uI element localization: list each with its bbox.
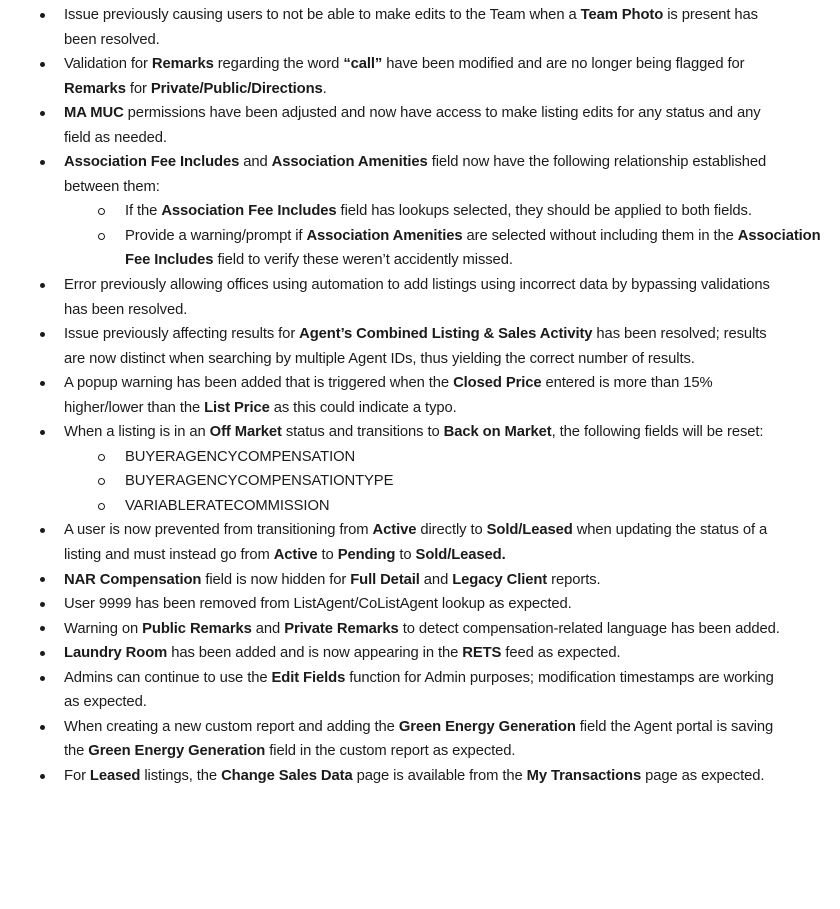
bullet-icon [40, 617, 64, 642]
list-item-text [125, 445, 840, 470]
bold-text-run: Private Remarks [284, 620, 399, 637]
list-item [0, 617, 840, 642]
text-run: VARIABLERATECOMMISSION [125, 497, 330, 514]
bold-text-run: Back on Market [443, 424, 552, 441]
list-item-text [64, 666, 786, 715]
bold-text-run: My Transactions [526, 767, 642, 784]
text-run: BUYERAGENCYCOMPENSATIONTYPE [125, 473, 394, 490]
filled-dot-shape [40, 430, 45, 435]
bold-text-run: List Price [204, 399, 270, 416]
text-run: status and transitions to [281, 424, 444, 441]
circle-bullet-icon [98, 445, 125, 470]
text-run: Issue previously affecting results for [64, 326, 300, 343]
filled-dot-shape [40, 111, 45, 116]
text-run: field is now hidden for [201, 571, 351, 588]
list-item-text [64, 101, 786, 150]
bullet-icon [40, 52, 64, 77]
filled-dot-shape [40, 332, 45, 337]
open-circle-shape [98, 503, 105, 510]
text-run: Error previously allowing offices using automation to add listings using incorrect data by bypassing validations has been resolved. [64, 277, 770, 318]
open-circle-shape [98, 208, 105, 215]
bold-text-run: Closed Price [453, 375, 542, 392]
filled-dot-shape [40, 725, 45, 730]
filled-dot-shape [40, 283, 45, 288]
list-item-text [125, 469, 840, 494]
bullet-icon [40, 592, 64, 617]
text-run: function for Admin purposes; modification timestamps are working as expected. [64, 669, 774, 711]
text-run: listings, the [140, 767, 222, 784]
list-item [0, 3, 840, 52]
bold-text-run: Laundry Room [64, 645, 168, 662]
text-run: field the Agent portal is saving the [64, 718, 774, 760]
text-run: to [317, 547, 338, 564]
text-run: entered is more than 15% higher/lower than the [64, 375, 713, 416]
bullet-icon [40, 101, 64, 126]
text-run: field in the custom report as expected. [265, 743, 516, 760]
bullet-icon [40, 641, 64, 666]
bold-text-run: MA MUC [64, 105, 124, 122]
list-item-text [64, 617, 786, 642]
sub-list-item [0, 445, 840, 470]
list-item [0, 715, 840, 764]
bold-text-run: RETS [462, 645, 502, 662]
bold-text-run: Association Fee Includes [125, 227, 821, 269]
text-run: regarding the word [213, 56, 344, 73]
bold-text-run: Green Energy Generation [398, 718, 576, 735]
filled-dot-shape [40, 626, 45, 631]
text-run: to [395, 547, 416, 564]
bold-text-run: Association Fee Includes [161, 203, 337, 220]
list-item [0, 641, 840, 666]
open-circle-shape [98, 478, 105, 485]
sub-list-item [0, 224, 840, 273]
list-item-text [64, 518, 786, 567]
bullet-icon [40, 420, 64, 445]
text-run: , the following fields will be reset: [551, 424, 764, 441]
filled-dot-shape [40, 160, 45, 165]
list-item-text [64, 568, 786, 593]
document-page [0, 3, 840, 789]
bold-text-run: Public Remarks [142, 620, 252, 637]
sub-list-item [0, 469, 840, 494]
list-item-text [125, 494, 840, 519]
text-run: User 9999 has been removed from ListAgent/CoListAgent lookup as expected. [64, 596, 572, 613]
text-run: and [239, 154, 272, 171]
bold-text-run: Legacy Client [452, 571, 548, 588]
list-item [0, 371, 840, 420]
bold-text-run: NAR Compensation [64, 571, 202, 588]
list-item [0, 666, 840, 715]
text-run: and [419, 571, 453, 588]
text-run: feed as expected. [501, 645, 621, 662]
bold-text-run: Remarks [151, 56, 214, 73]
bold-text-run: Association Amenities [271, 154, 428, 171]
bold-text-run: Pending [337, 547, 396, 564]
text-run: . [322, 80, 327, 97]
bold-text-run: Team Photo [580, 7, 664, 23]
list-item-text [64, 52, 786, 101]
circle-bullet-icon [98, 199, 125, 224]
bullet-list [0, 3, 840, 789]
text-run: field to verify these weren’t accidently missed. [213, 252, 513, 269]
bullet-icon [40, 273, 64, 298]
circle-bullet-icon [98, 469, 125, 494]
bold-text-run: Active [372, 522, 417, 539]
bold-text-run: Green Energy Generation [88, 743, 266, 760]
filled-dot-shape [40, 577, 45, 582]
text-run: A user is now prevented from transitioning from [64, 522, 373, 539]
list-item-text [64, 764, 786, 789]
text-run: Provide a warning/prompt if [125, 227, 307, 244]
bold-text-run: Association Amenities [306, 227, 463, 244]
bullet-icon [40, 764, 64, 789]
bold-text-run: Off Market [209, 424, 282, 441]
text-run: A popup warning has been added that is triggered when the [64, 375, 454, 392]
list-item [0, 592, 840, 617]
text-run: are selected without including them in the [462, 227, 738, 244]
list-item [0, 322, 840, 371]
text-run: If the [125, 203, 162, 220]
circle-bullet-icon [98, 224, 125, 249]
bullet-icon [40, 3, 64, 28]
list-item-text [64, 592, 786, 617]
text-run: permissions have been adjusted and now have access to make listing edits for any status and any field as needed. [64, 105, 761, 146]
bullet-icon [40, 568, 64, 593]
text-run: to detect compensation-related language has been added. [398, 620, 780, 637]
list-item-text [64, 371, 786, 420]
list-item-text [64, 715, 786, 764]
filled-dot-shape [40, 13, 45, 18]
list-item [0, 101, 840, 150]
text-run: directly to [416, 522, 487, 539]
bold-text-run: Change Sales Data [221, 767, 353, 784]
list-item-text [64, 641, 786, 666]
text-run: is present has been resolved. [64, 7, 758, 48]
list-item-text [64, 273, 786, 322]
text-run: For [64, 767, 90, 784]
open-circle-shape [98, 233, 105, 240]
filled-dot-shape [40, 62, 45, 67]
bullet-icon [40, 518, 64, 543]
bullet-icon [40, 150, 64, 175]
bold-text-run: Association Fee Includes [64, 154, 240, 171]
open-circle-shape [98, 454, 105, 461]
bold-text-run: Leased [89, 767, 141, 784]
filled-dot-shape [40, 602, 45, 607]
list-item-text [125, 224, 840, 273]
list-item-text [64, 3, 786, 52]
list-item-text [64, 322, 786, 371]
text-run: field has lookups selected, they should be applied to both fields. [336, 203, 752, 220]
text-run: When a listing is in an [64, 424, 210, 441]
filled-dot-shape [40, 381, 45, 386]
text-run: page as expected. [641, 767, 765, 784]
text-run: Issue previously causing users to not be able to make edits to the Team when a [64, 7, 581, 23]
bold-text-run: Active [273, 547, 318, 564]
text-run: as this could indicate a typo. [269, 399, 457, 416]
bold-text-run: Agent’s Combined Listing & Sales Activity [299, 326, 593, 343]
bold-text-run: Remarks [64, 80, 126, 97]
list-item [0, 568, 840, 593]
list-item [0, 518, 840, 567]
bullet-icon [40, 715, 64, 740]
text-run: Admins can continue to use the [64, 669, 272, 686]
list-item-text [64, 420, 786, 445]
filled-dot-shape [40, 528, 45, 533]
text-run: page is available from the [352, 767, 527, 784]
filled-dot-shape [40, 676, 45, 681]
list-item [0, 764, 840, 789]
sub-list-item [0, 199, 840, 224]
text-run: when updating the status of a listing and must instead go from [64, 522, 768, 564]
bold-text-run: “call” [343, 56, 383, 73]
text-run: and [251, 620, 285, 637]
text-run: has been added and is now appearing in the [167, 645, 463, 662]
sub-list-item [0, 494, 840, 519]
list-item [0, 52, 840, 101]
filled-dot-shape [40, 651, 45, 656]
text-run: Warning on [64, 620, 143, 637]
bold-text-run: Sold/Leased [486, 522, 573, 539]
text-run: Validation for [64, 56, 152, 73]
text-run: reports. [547, 571, 601, 588]
text-run: When creating a new custom report and adding the [64, 718, 399, 735]
filled-dot-shape [40, 774, 45, 779]
text-run: for [125, 80, 151, 97]
text-run: field now have the following relationship established between them: [64, 154, 767, 195]
list-item-text [125, 199, 840, 224]
bold-text-run: Full Detail [350, 571, 420, 588]
bullet-icon [40, 371, 64, 396]
text-run: BUYERAGENCYCOMPENSATION [125, 448, 356, 465]
bullet-icon [40, 666, 64, 691]
bullet-icon [40, 322, 64, 347]
bold-text-run: Sold/Leased. [415, 547, 506, 564]
bold-text-run: Edit Fields [271, 669, 346, 686]
list-item [0, 150, 840, 199]
circle-bullet-icon [98, 494, 125, 519]
list-item [0, 273, 840, 322]
list-item-text [64, 150, 786, 199]
text-run: have been modified and are no longer being flagged for [382, 56, 745, 73]
text-run: has been resolved; results are now distinct when searching by multiple Agent IDs, thus yielding the correct number of results. [64, 326, 767, 367]
bold-text-run: Private/Public/Directions [150, 80, 323, 97]
list-item [0, 420, 840, 445]
